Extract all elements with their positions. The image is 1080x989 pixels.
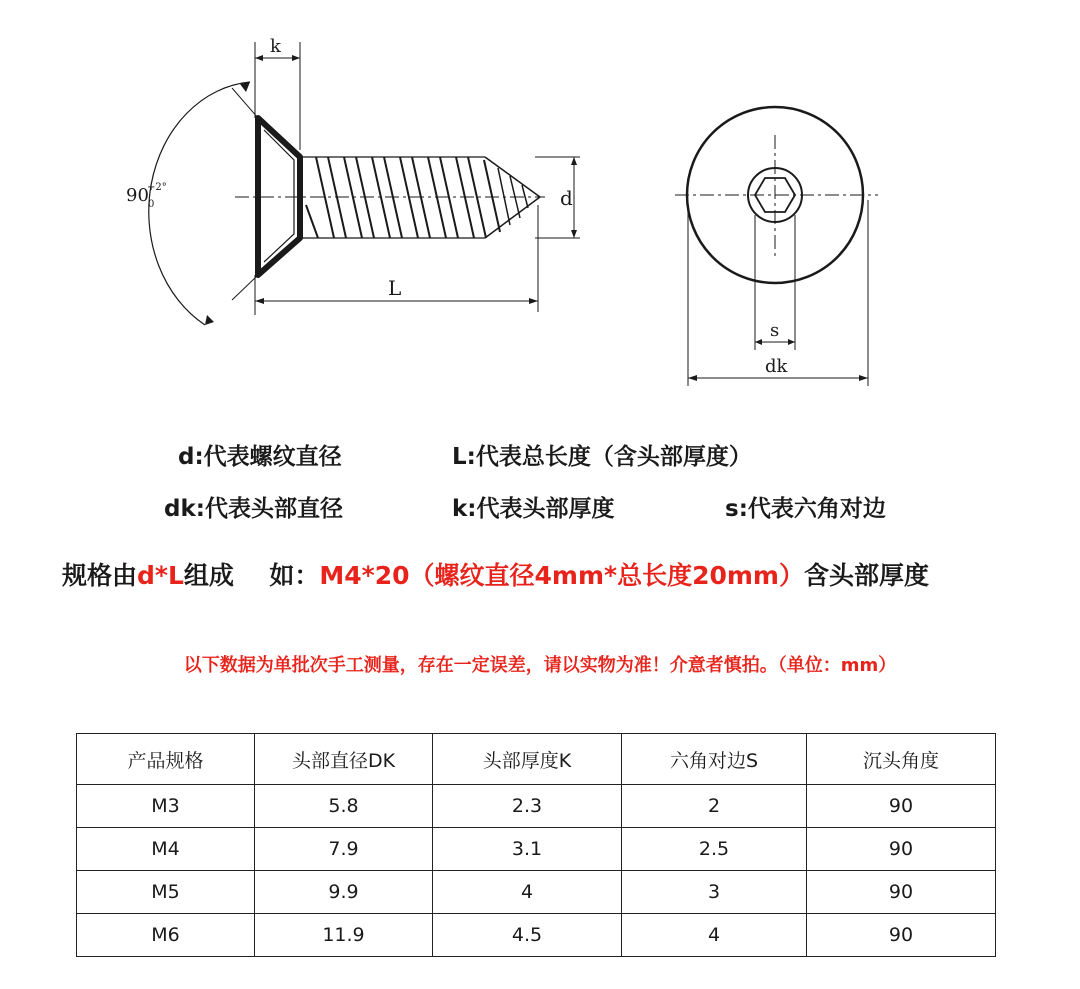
arc-arrow-bottom <box>205 315 214 325</box>
spec-suffix: 组成 <box>183 561 234 590</box>
measurement-note: 以下数据为单批次手工测量，存在一定误差，请以实物为准！介意者慎拍。（单位：mm） <box>183 655 897 676</box>
label-angle: 90 <box>126 185 149 206</box>
table-cell: 90 <box>807 871 996 914</box>
table-row <box>77 785 996 828</box>
table-header: 六角对边S <box>622 734 807 785</box>
table-cell: M6 <box>77 914 255 957</box>
screw-diagram <box>0 0 1080 400</box>
table-header: 产品规格 <box>77 734 255 785</box>
table-cell: 4 <box>433 871 622 914</box>
legend-k: k:代表头部厚度 <box>452 496 615 522</box>
label-d: d <box>560 186 573 210</box>
table-header: 头部直径DK <box>255 734 433 785</box>
spec-prefix: 规格由 <box>62 561 138 590</box>
label-k: k <box>270 36 281 57</box>
table-cell: 90 <box>807 914 996 957</box>
table-row <box>77 914 996 957</box>
table-cell: 9.9 <box>255 871 433 914</box>
screw-front-view <box>675 107 878 386</box>
table-cell: M3 <box>77 785 255 828</box>
label-dk: dk <box>765 356 788 377</box>
spec-example-suffix: 含头部厚度 <box>804 561 930 590</box>
spec-formula: d*L <box>137 561 184 590</box>
table-cell: 5.8 <box>255 785 433 828</box>
table-cell: 90 <box>807 785 996 828</box>
table-cell: 4 <box>622 914 807 957</box>
label-angle-sub: 0 <box>148 199 155 210</box>
table-header: 沉头角度 <box>807 734 996 785</box>
spec-example-prefix: 如： <box>269 561 320 590</box>
table-row <box>77 871 996 914</box>
table-cell: 4.5 <box>433 914 622 957</box>
screw-side-view <box>149 42 580 325</box>
label-s: s <box>770 320 780 341</box>
angle-arc <box>149 82 250 325</box>
table-cell: 2 <box>622 785 807 828</box>
table-row <box>77 828 996 871</box>
table-cell: 90 <box>807 828 996 871</box>
table-header-row <box>77 734 996 785</box>
spec-table <box>76 733 996 957</box>
legend-s: s:代表六角对边 <box>725 496 886 522</box>
label-L: L <box>388 276 402 300</box>
spec-example: M4*20（螺纹直径4mm*总长度20mm） <box>319 561 804 590</box>
label-angle-sup: +2° <box>147 182 167 193</box>
legend-d: d:代表螺纹直径 <box>178 444 342 470</box>
legend-dk: dk:代表头部直径 <box>164 496 343 522</box>
table-cell: 2.3 <box>433 785 622 828</box>
table-cell: M5 <box>77 871 255 914</box>
table-cell: 2.5 <box>622 828 807 871</box>
spec-line <box>62 556 929 592</box>
table-cell: 3.1 <box>433 828 622 871</box>
table-cell: 7.9 <box>255 828 433 871</box>
table-cell: 11.9 <box>255 914 433 957</box>
table-cell: 3 <box>622 871 807 914</box>
table-header: 头部厚度K <box>433 734 622 785</box>
legend-L: L:代表总长度（含头部厚度） <box>452 444 752 470</box>
table-cell: M4 <box>77 828 255 871</box>
